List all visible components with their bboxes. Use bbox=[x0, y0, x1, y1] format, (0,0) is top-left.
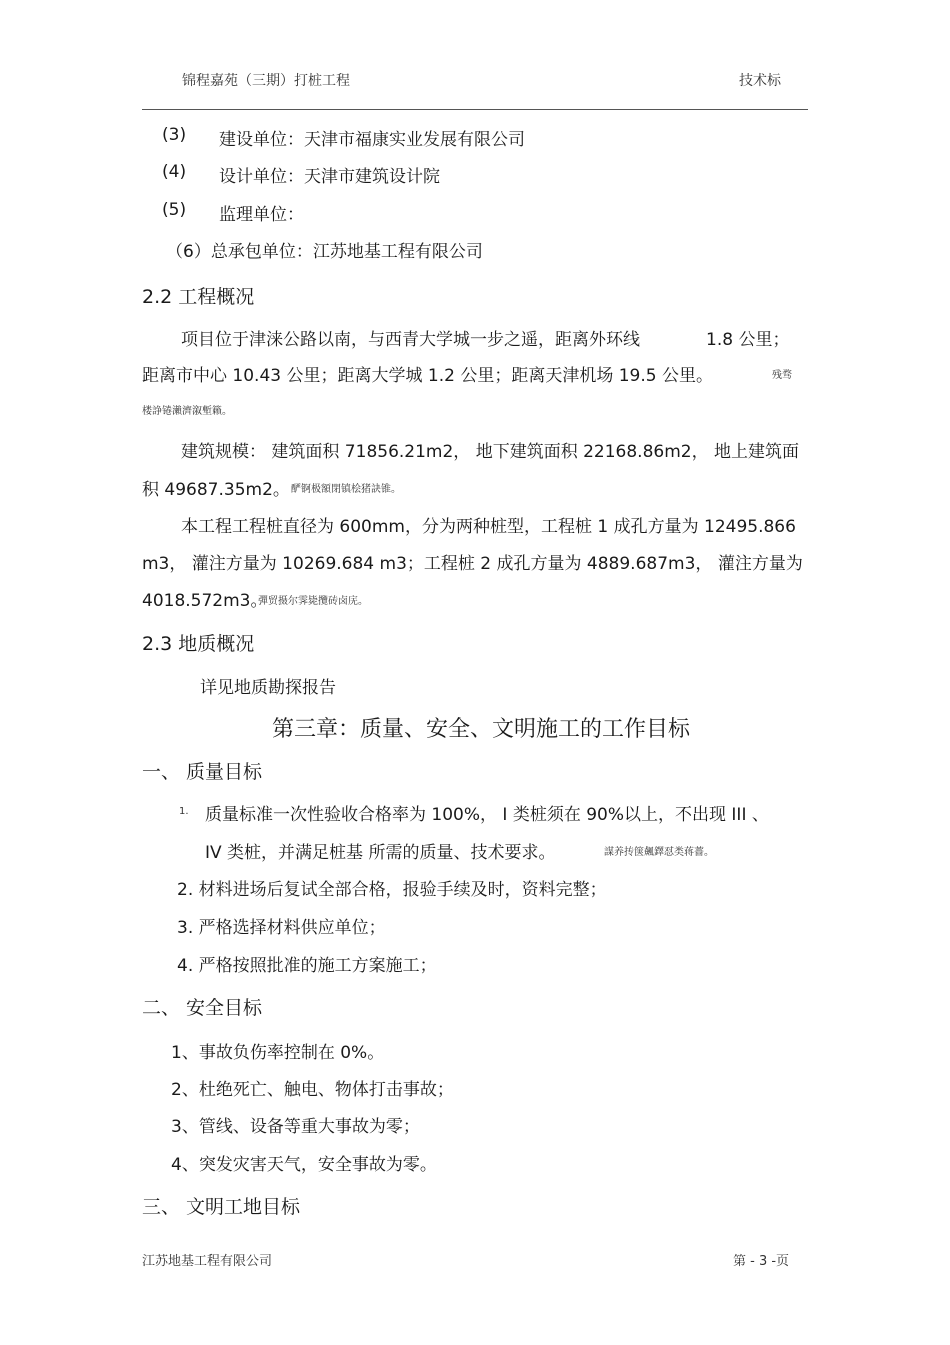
overview-line-1-distance: 1.8 公里； bbox=[706, 330, 790, 350]
unit-text-4: 设计单位：天津市建筑设计院 bbox=[219, 167, 440, 187]
safety-item-2: 2、杜绝死亡、触电、物体打击事故； bbox=[171, 1080, 454, 1100]
civil-site-heading: 三、 文明工地目标 bbox=[142, 1196, 301, 1218]
unit-number-4: (4) bbox=[162, 162, 187, 182]
quality-item-1-line-1: 质量标准一次性验收合格率为 100%， I 类桩须在 90%以上，不出现 III 、 bbox=[205, 805, 769, 825]
unit-number-5: (5) bbox=[162, 200, 187, 220]
pile-line-1: 本工程工程桩直径为 600mm，分为两种桩型，工程桩 1 成孔方量为 12495.866 bbox=[181, 517, 796, 537]
quality-item-1-number: 1. bbox=[179, 806, 189, 817]
unit-text-6: （6）总承包单位：江苏地基工程有限公司 bbox=[166, 242, 483, 262]
unit-text-3: 建设单位：天津市福康实业发展有限公司 bbox=[219, 130, 525, 150]
quality-heading: 一、 质量目标 bbox=[142, 761, 263, 783]
overview-line-2: 距离市中心 10.43 公里；距离大学城 1.2 公里；距离天津机场 19.5 公里。 bbox=[142, 366, 713, 386]
garbled-text: 残骛 bbox=[772, 370, 792, 381]
header-rule bbox=[142, 109, 808, 110]
safety-item-3: 3、管线、设备等重大事故为零； bbox=[171, 1117, 420, 1137]
quality-item-4: 4. 严格按照批准的施工方案施工； bbox=[177, 956, 437, 976]
section-2-2-heading: 2.2 工程概况 bbox=[142, 286, 255, 308]
quality-item-3: 3. 严格选择材料供应单位； bbox=[177, 918, 386, 938]
garbled-text: 謀养抟箧飆鐸怼类蒋薔。 bbox=[604, 847, 714, 858]
header-label: 技术标 bbox=[739, 73, 781, 89]
pile-line-2: m3， 灌注方量为 10269.684 m3；工程桩 2 成孔方量为 4889.687m3， 灌注方量为 bbox=[142, 554, 803, 574]
overview-line-1: 项目位于津涞公路以南，与西青大学城一步之遥，距离外环线 bbox=[181, 330, 640, 350]
safety-item-4: 4、突发灾害天气，安全事故为零。 bbox=[171, 1155, 437, 1175]
chapter-3-title: 第三章：质量、安全、文明施工的工作目标 bbox=[272, 717, 691, 742]
section-2-3-heading: 2.3 地质概况 bbox=[142, 633, 255, 655]
unit-number-3: (3) bbox=[162, 125, 187, 145]
garbled-text: 酽锕极額閉镇桧猪訣锥。 bbox=[291, 484, 401, 495]
safety-item-1: 1、事故负伤率控制在 0%。 bbox=[171, 1043, 385, 1063]
garbled-text: 楼諍锩瀨濟溆塹籟。 bbox=[142, 406, 232, 417]
geology-text: 详见地质勘探报告 bbox=[200, 678, 336, 698]
safety-heading: 二、 安全目标 bbox=[142, 997, 263, 1019]
footer-company: 江苏地基工程有限公司 bbox=[142, 1254, 273, 1269]
scale-line-1: 建筑规模： 建筑面积 71856.21m2， 地下建筑面积 22168.86m2， 地上建筑面 bbox=[181, 442, 800, 462]
header-title: 锦程嘉苑（三期）打桩工程 bbox=[182, 73, 350, 89]
quality-item-2: 2. 材料进场后复试全部合格，报验手续及时，资料完整； bbox=[177, 880, 607, 900]
quality-item-1-line-2: IV 类桩，并满足桩基 所需的质量、技术要求。 bbox=[205, 843, 556, 863]
unit-text-5: 监理单位： bbox=[219, 205, 304, 225]
page-number: 第 - 3 -页 bbox=[733, 1254, 790, 1269]
pile-line-3: 4018.572m3。 bbox=[142, 591, 268, 611]
scale-line-2: 积 49687.35m2。 bbox=[142, 480, 290, 500]
garbled-text: 彈贸摄尔霁毙攬砖卤庑。 bbox=[258, 596, 368, 607]
